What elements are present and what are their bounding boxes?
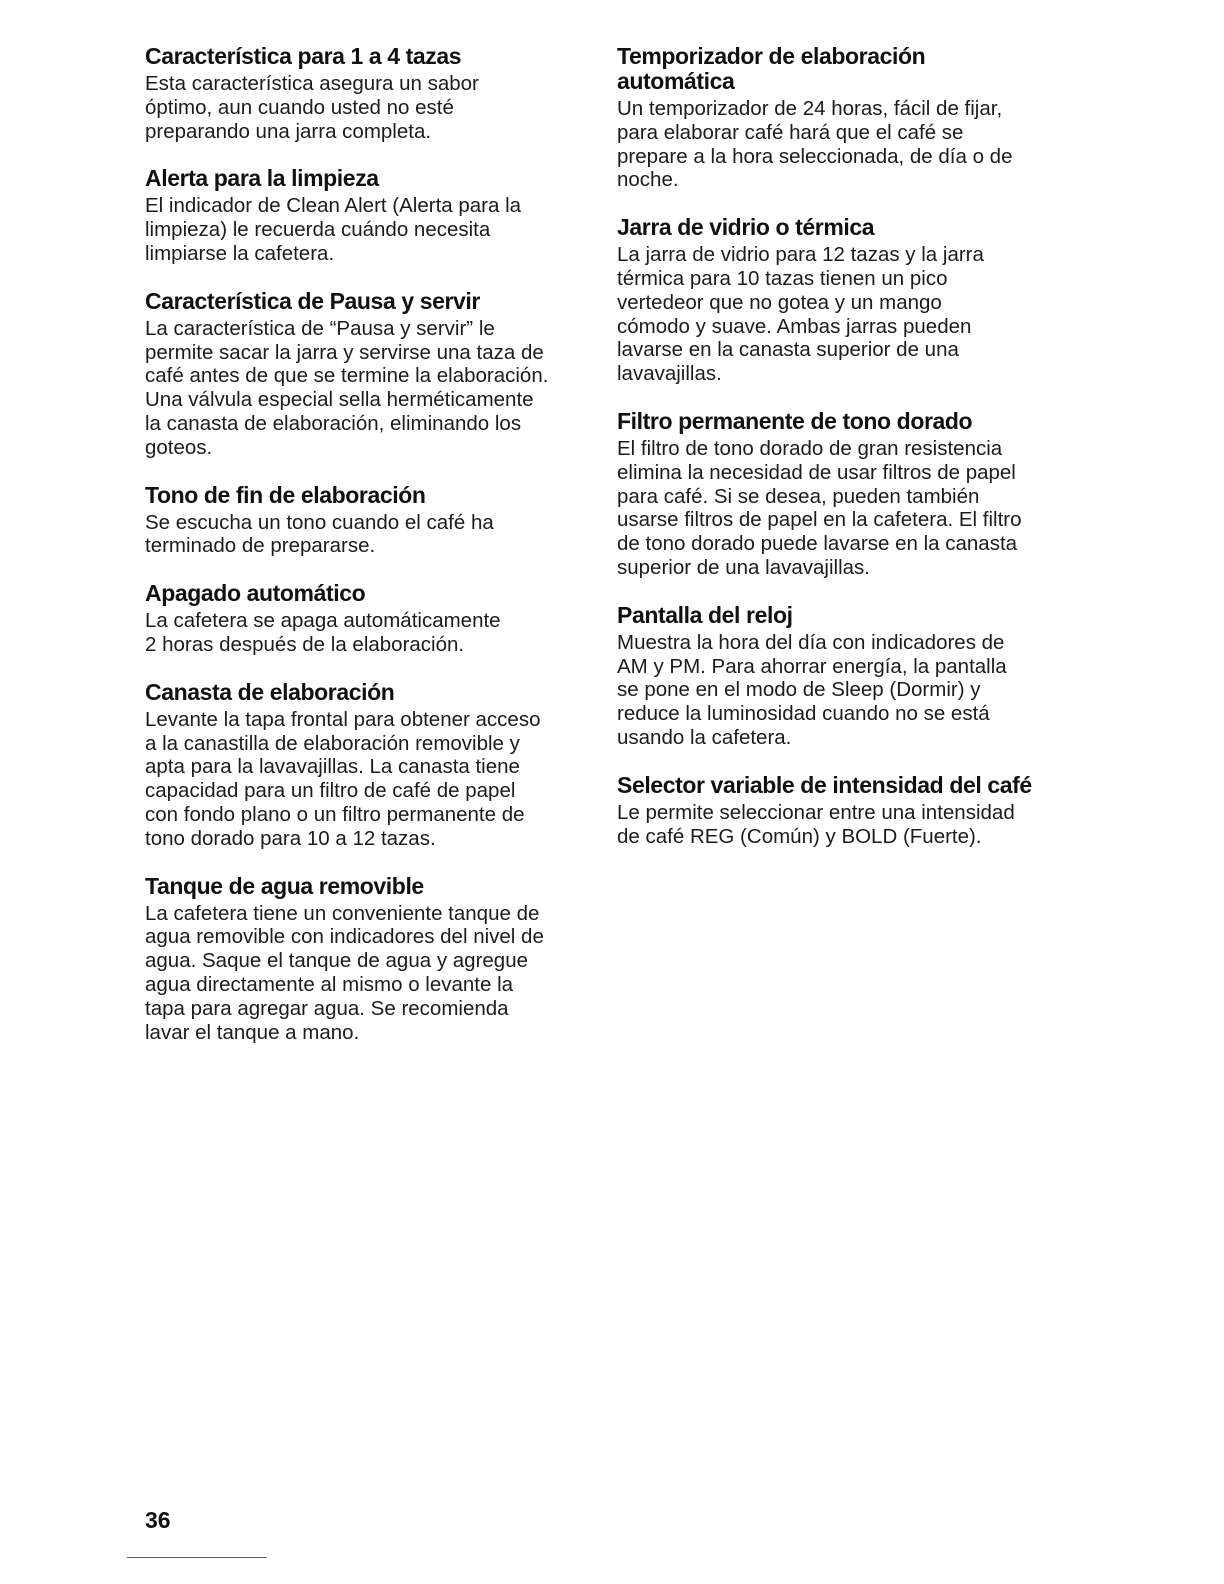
footer-rule <box>127 1557 267 1558</box>
section-body: El indicador de Clean Alert (Alerta para la limpieza) le recuerda cuándo necesita limpiarse la cafetera. <box>145 194 522 265</box>
section-auto-shutoff <box>145 581 595 657</box>
section-auto-brew-timer <box>617 44 1077 192</box>
section-clock-display <box>617 603 1077 750</box>
section-heading: Canasta de elaboración <box>145 678 395 705</box>
section-strength-selector <box>617 773 1077 849</box>
section-heading: Tanque de agua removible <box>145 872 424 899</box>
right-column <box>617 44 1077 871</box>
section-heading: Característica de Pausa y servir <box>145 287 480 314</box>
section-body: La característica de “Pausa y servir” le permite sacar la jarra y servirse una taza de café antes de que se termine la elaboración. Una válvula especial sella herméticamente la canasta de elaboración, eliminando los goteos. <box>145 316 549 459</box>
section-clean-alert <box>145 166 595 265</box>
section-end-of-brew-tone <box>145 483 595 559</box>
section-heading: Filtro permanente de tono dorado <box>617 407 973 434</box>
section-glass-or-thermal-carafe <box>617 215 1077 386</box>
section-body: El filtro de tono dorado de gran resistencia elimina la necesidad de usar filtros de papel para café. Si se desea, pueden también usarse filtros de papel en la cafetera. El filtro de tono dorado puede lavarse en la canasta superior de una lavavajillas. <box>617 436 1022 579</box>
section-brew-basket <box>145 680 595 851</box>
section-body: Un temporizador de 24 horas, fácil de fijar, para elaborar café hará que el café se prepare a la hora seleccionada, de día o de noche. <box>617 97 1013 192</box>
section-removable-water-tank <box>145 874 595 1045</box>
section-heading: Selector variable de intensidad del café <box>617 771 1032 798</box>
section-heading: Jarra de vidrio o térmica <box>617 214 875 241</box>
section-heading: Tono de fin de elaboración <box>145 481 426 508</box>
section-pause-and-serve <box>145 289 595 460</box>
section-heading: Temporizador de elaboración automática <box>617 43 926 94</box>
section-gold-tone-filter <box>617 409 1077 580</box>
left-column <box>145 44 595 1067</box>
section-body: La jarra de vidrio para 12 tazas y la jarra térmica para 10 tazas tienen un pico vertedeor que no gotea y un mango cómodo y suave. Ambas jarras pueden lavarse en la canasta superior de una lavavajillas. <box>617 243 984 386</box>
section-body: La cafetera tiene un conveniente tanque de agua removible con indicadores del nivel de agua. Saque el tanque de agua y agregue agua directamente al mismo o levante la tapa para agregar agua. Se recomienda lavar el tanque a mano. <box>145 901 544 1044</box>
section-body: Muestra la hora del día con indicadores de AM y PM. Para ahorrar energía, la pantalla se pone en el modo de Sleep (Dormir) y reduce la luminosidad cuando no se está usando la cafetera. <box>617 630 1007 749</box>
section-heading: Apagado automático <box>145 580 366 607</box>
section-heading: Alerta para la limpieza <box>145 165 379 192</box>
section-body: Le permite seleccionar entre una intensidad de café REG (Común) y BOLD (Fuerte). <box>617 800 1015 848</box>
section-body: Se escucha un tono cuando el café ha terminado de prepararse. <box>145 510 494 558</box>
section-body: Levante la tapa frontal para obtener acceso a la canastilla de elaboración removible y apta para la lavavajillas. La canasta tiene capacidad para un filtro de café de papel con fondo plano o un filtro permanente de tono dorado para 10 a 12 tazas. <box>145 707 541 850</box>
page-number: 36 <box>145 1507 171 1533</box>
section-heading: Característica para 1 a 4 tazas <box>145 43 462 69</box>
section-body: La cafetera se apaga automáticamente 2 horas después de la elaboración. <box>145 609 501 656</box>
section-heading: Pantalla del reloj <box>617 601 793 628</box>
section-body: Esta característica asegura un sabor óptimo, aun cuando usted no esté preparando una jarra completa. <box>145 72 479 143</box>
section-one-to-four-cups <box>145 44 595 143</box>
